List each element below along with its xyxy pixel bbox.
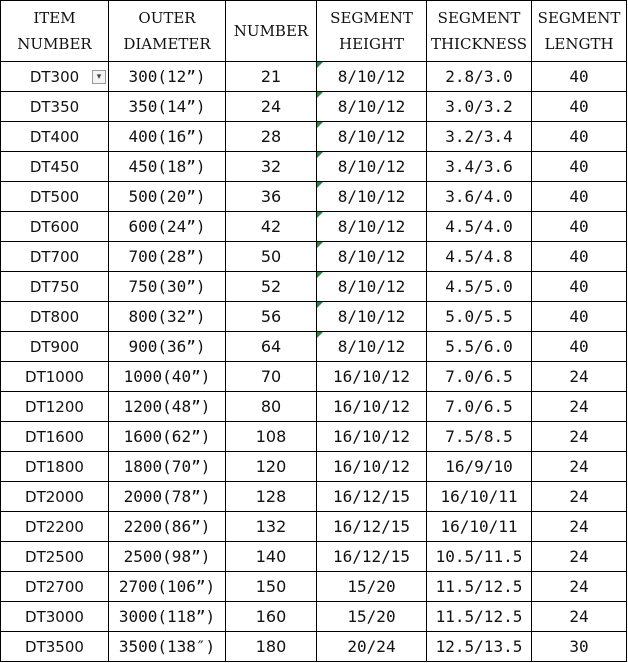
segment-thickness-cell[interactable]	[427, 332, 532, 362]
segment-thickness-cell[interactable]	[427, 302, 532, 332]
segment-height-value: 8/10/12	[337, 67, 406, 86]
item-number-value: DT2500	[25, 547, 84, 566]
segment-length-cell[interactable]	[532, 332, 627, 362]
segment-thickness-cell[interactable]	[427, 62, 532, 92]
item-number-cell[interactable]	[1, 182, 109, 212]
segment-height-value: 8/10/12	[337, 97, 406, 116]
item-number-cell[interactable]	[1, 632, 109, 662]
number-cell[interactable]	[226, 572, 317, 602]
segment-length-cell[interactable]	[532, 62, 627, 92]
header-line: LENGTH	[544, 35, 614, 53]
outer-diameter-cell[interactable]	[109, 332, 226, 362]
item-number-cell[interactable]	[1, 512, 109, 542]
outer-diameter-cell[interactable]	[109, 212, 226, 242]
segment-height-value: 16/10/12	[332, 367, 411, 386]
segment-height-value: 8/10/12	[337, 277, 406, 296]
segment-length-value: 30	[569, 637, 589, 656]
number-cell[interactable]	[226, 242, 317, 272]
outer-diameter-value: 2200(86”)	[123, 517, 211, 536]
segment-thickness-cell[interactable]	[427, 152, 532, 182]
segment-thickness-value: 2.8/3.0	[445, 67, 513, 86]
segment-height-value: 16/12/15	[332, 547, 411, 566]
outer-diameter-cell[interactable]	[109, 62, 226, 92]
segment-thickness-value: 3.6/4.0	[445, 187, 513, 206]
segment-length-value: 24	[569, 457, 589, 476]
segment-height-value: 16/10/12	[332, 457, 411, 476]
table-row	[1, 242, 627, 272]
segment-length-cell[interactable]	[532, 152, 627, 182]
header-segment-thickness[interactable]	[427, 1, 532, 62]
segment-thickness-cell[interactable]	[427, 212, 532, 242]
segment-height-value: 8/10/12	[337, 127, 406, 146]
header-line: SEGMENT	[330, 9, 413, 27]
item-number-cell[interactable]	[1, 242, 109, 272]
segment-length-cell[interactable]	[532, 122, 627, 152]
segment-height-cell[interactable]	[317, 452, 427, 482]
header-outer-diameter[interactable]	[109, 1, 226, 62]
number-value: 80	[260, 397, 282, 416]
segment-thickness-cell[interactable]	[427, 362, 532, 392]
outer-diameter-cell[interactable]	[109, 182, 226, 212]
outer-diameter-value: 350(14”)	[128, 97, 206, 116]
item-number-value: DT3500	[25, 637, 84, 656]
segment-height-cell[interactable]	[317, 152, 427, 182]
segment-thickness-value: 10.5/11.5	[435, 547, 523, 566]
segment-length-cell[interactable]	[532, 272, 627, 302]
outer-diameter-value: 1600(62”)	[123, 427, 211, 446]
segment-height-value: 16/12/15	[332, 487, 411, 506]
number-value: 140	[255, 547, 287, 566]
outer-diameter-value: 700(28”)	[128, 247, 206, 266]
cell-indicator-icon	[317, 272, 323, 278]
outer-diameter-value: 750(30”)	[128, 277, 206, 296]
number-value: 150	[255, 577, 287, 596]
segment-length-cell[interactable]	[532, 602, 627, 632]
header-number[interactable]	[226, 1, 317, 62]
outer-diameter-value: 1000(40”)	[123, 367, 211, 386]
segment-thickness-value: 5.0/5.5	[445, 307, 513, 326]
outer-diameter-value: 600(24”)	[128, 217, 206, 236]
item-number-cell[interactable]	[1, 602, 109, 632]
item-number-value: DT1800	[25, 457, 84, 476]
cell-indicator-icon	[317, 152, 323, 158]
segment-height-cell[interactable]	[317, 482, 427, 512]
item-number-value: DT500	[29, 187, 80, 206]
number-cell[interactable]	[226, 152, 317, 182]
outer-diameter-cell[interactable]	[109, 422, 226, 452]
segment-height-cell[interactable]	[317, 242, 427, 272]
table-row	[1, 392, 627, 422]
segment-height-value: 8/10/12	[337, 157, 406, 176]
cell-indicator-icon	[317, 332, 323, 338]
segment-length-value: 24	[569, 487, 589, 506]
table-row	[1, 272, 627, 302]
number-value: 28	[260, 127, 282, 146]
table-row	[1, 212, 627, 242]
outer-diameter-cell[interactable]	[109, 242, 226, 272]
segment-length-value: 40	[569, 277, 589, 296]
segment-thickness-cell[interactable]	[427, 512, 532, 542]
header-line: DIAMETER	[123, 35, 211, 53]
segment-length-cell[interactable]	[532, 422, 627, 452]
segment-length-cell[interactable]	[532, 212, 627, 242]
segment-height-cell[interactable]	[317, 512, 427, 542]
item-number-cell[interactable]	[1, 152, 109, 182]
outer-diameter-value: 3000(118”)	[118, 607, 216, 626]
segment-length-cell[interactable]	[532, 632, 627, 662]
item-number-value: DT750	[29, 277, 80, 296]
item-number-value: DT1000	[25, 367, 84, 386]
segment-thickness-value: 12.5/13.5	[435, 637, 523, 656]
table-row	[1, 122, 627, 152]
segment-thickness-cell[interactable]	[427, 632, 532, 662]
item-number-cell[interactable]	[1, 362, 109, 392]
item-number-cell[interactable]	[1, 572, 109, 602]
segment-length-cell[interactable]	[532, 452, 627, 482]
segment-thickness-value: 4.5/4.0	[445, 217, 513, 236]
segment-height-cell[interactable]	[317, 422, 427, 452]
number-value: 56	[260, 307, 282, 326]
outer-diameter-value: 2500(98”)	[123, 547, 211, 566]
item-number-value: DT1600	[25, 427, 84, 446]
header-line: OUTER	[138, 9, 196, 27]
segment-length-cell[interactable]	[532, 92, 627, 122]
segment-thickness-cell[interactable]	[427, 422, 532, 452]
outer-diameter-cell[interactable]	[109, 542, 226, 572]
segment-height-cell[interactable]	[317, 572, 427, 602]
item-number-cell[interactable]	[1, 452, 109, 482]
table-row	[1, 422, 627, 452]
segment-thickness-cell[interactable]	[427, 182, 532, 212]
number-cell[interactable]	[226, 302, 317, 332]
segment-thickness-value: 16/10/11	[440, 487, 518, 506]
cell-indicator-icon	[317, 182, 323, 188]
segment-length-cell[interactable]	[532, 512, 627, 542]
outer-diameter-cell[interactable]	[109, 452, 226, 482]
number-value: 160	[255, 607, 287, 626]
number-value: 132	[255, 517, 287, 536]
segment-height-cell[interactable]	[317, 302, 427, 332]
outer-diameter-cell[interactable]	[109, 572, 226, 602]
number-cell[interactable]	[226, 62, 317, 92]
number-cell[interactable]	[226, 602, 317, 632]
table-body	[1, 62, 627, 662]
segment-length-cell[interactable]	[532, 302, 627, 332]
table-row	[1, 92, 627, 122]
segment-thickness-cell[interactable]	[427, 482, 532, 512]
number-cell[interactable]	[226, 182, 317, 212]
number-value: 120	[255, 457, 287, 476]
item-number-value: DT1200	[25, 397, 84, 416]
header-segment-height[interactable]	[317, 1, 427, 62]
outer-diameter-cell[interactable]	[109, 92, 226, 122]
number-cell[interactable]	[226, 482, 317, 512]
segment-height-value: 8/10/12	[337, 247, 406, 266]
segment-height-value: 8/10/12	[337, 217, 406, 236]
segment-height-cell[interactable]	[317, 212, 427, 242]
header-line: NUMBER	[17, 35, 92, 53]
segment-height-value: 8/10/12	[337, 307, 406, 326]
outer-diameter-cell[interactable]	[109, 122, 226, 152]
segment-height-cell[interactable]	[317, 542, 427, 572]
header-line: THICKNESS	[430, 35, 528, 53]
segment-length-value: 24	[569, 367, 589, 386]
segment-thickness-value: 7.0/6.5	[445, 367, 513, 386]
segment-thickness-cell[interactable]	[427, 272, 532, 302]
number-value: 128	[255, 487, 287, 506]
segment-length-cell[interactable]	[532, 182, 627, 212]
segment-height-cell[interactable]	[317, 392, 427, 422]
segment-length-cell[interactable]	[532, 482, 627, 512]
segment-length-value: 40	[569, 337, 589, 356]
item-number-cell[interactable]	[1, 542, 109, 572]
outer-diameter-cell[interactable]	[109, 152, 226, 182]
segment-length-cell[interactable]	[532, 392, 627, 422]
table-row	[1, 632, 627, 662]
number-cell[interactable]	[226, 632, 317, 662]
item-number-value: DT400	[29, 127, 80, 146]
segment-height-cell[interactable]	[317, 272, 427, 302]
segment-thickness-value: 5.5/6.0	[445, 337, 513, 356]
outer-diameter-value: 500(20”)	[128, 187, 206, 206]
outer-diameter-value: 800(32”)	[128, 307, 206, 326]
item-number-cell[interactable]	[1, 122, 109, 152]
outer-diameter-cell[interactable]	[109, 302, 226, 332]
item-number-value: DT900	[29, 337, 80, 356]
header-line: SEGMENT	[437, 9, 521, 27]
segment-thickness-cell[interactable]	[427, 392, 532, 422]
number-value: 21	[260, 67, 282, 86]
table-row	[1, 362, 627, 392]
segment-height-cell[interactable]	[317, 602, 427, 632]
number-cell[interactable]	[226, 542, 317, 572]
header-line: ITEM	[33, 9, 76, 27]
item-number-value: DT450	[29, 157, 80, 176]
outer-diameter-cell[interactable]	[109, 392, 226, 422]
number-cell[interactable]	[226, 362, 317, 392]
table-row	[1, 602, 627, 632]
segment-height-cell[interactable]	[317, 92, 427, 122]
segment-thickness-value: 4.5/5.0	[445, 277, 513, 296]
segment-length-value: 24	[569, 397, 589, 416]
number-cell[interactable]	[226, 452, 317, 482]
segment-height-value: 15/20	[347, 607, 396, 626]
header-segment-length[interactable]	[532, 1, 627, 62]
segment-length-value: 24	[569, 517, 589, 536]
item-number-cell[interactable]	[1, 92, 109, 122]
outer-diameter-value: 2700(106”)	[118, 577, 216, 596]
header-item-number[interactable]	[1, 1, 109, 62]
number-cell[interactable]	[226, 212, 317, 242]
number-value: 42	[260, 217, 282, 236]
segment-length-cell[interactable]	[532, 572, 627, 602]
segment-height-cell[interactable]	[317, 62, 427, 92]
segment-height-value: 16/10/12	[332, 397, 411, 416]
segment-length-value: 40	[569, 67, 589, 86]
number-value: 32	[260, 157, 282, 176]
table-row	[1, 152, 627, 182]
segment-thickness-value: 4.5/4.8	[445, 247, 513, 266]
segment-thickness-value: 7.0/6.5	[445, 397, 513, 416]
number-value: 50	[260, 247, 282, 266]
item-number-cell[interactable]	[1, 422, 109, 452]
table-row	[1, 512, 627, 542]
segment-length-value: 40	[569, 97, 589, 116]
segment-length-value: 40	[569, 307, 589, 326]
outer-diameter-value: 300(12”)	[128, 67, 206, 86]
segment-height-cell[interactable]	[317, 332, 427, 362]
segment-length-cell[interactable]	[532, 242, 627, 272]
number-value: 52	[260, 277, 282, 296]
table-row	[1, 542, 627, 572]
cell-indicator-icon	[317, 122, 323, 128]
outer-diameter-value: 900(36”)	[128, 337, 206, 356]
number-value: 180	[255, 637, 287, 656]
number-value: 64	[260, 337, 282, 356]
segment-length-value: 24	[569, 577, 589, 596]
number-value: 24	[260, 97, 282, 116]
item-number-value: DT2000	[25, 487, 84, 506]
item-number-value: DT800	[29, 307, 80, 326]
table-row	[1, 302, 627, 332]
outer-diameter-value: 1200(48”)	[123, 397, 211, 416]
header-row	[1, 1, 627, 62]
outer-diameter-cell[interactable]	[109, 482, 226, 512]
table-header	[1, 1, 627, 62]
chevron-down-icon[interactable]: ▾	[92, 70, 106, 84]
cell-indicator-icon	[317, 242, 323, 248]
segment-thickness-value: 3.0/3.2	[445, 97, 513, 116]
segment-length-cell[interactable]	[532, 362, 627, 392]
cell-indicator-icon	[317, 62, 323, 68]
segment-height-cell[interactable]	[317, 362, 427, 392]
outer-diameter-cell[interactable]	[109, 362, 226, 392]
segment-length-value: 24	[569, 547, 589, 566]
segment-length-value: 40	[569, 217, 589, 236]
segment-height-cell[interactable]	[317, 122, 427, 152]
number-cell[interactable]	[226, 122, 317, 152]
segment-thickness-value: 16/9/10	[445, 457, 513, 476]
segment-thickness-cell[interactable]	[427, 92, 532, 122]
segment-thickness-cell[interactable]	[427, 452, 532, 482]
item-number-cell[interactable]	[1, 212, 109, 242]
outer-diameter-cell[interactable]	[109, 272, 226, 302]
table-row	[1, 182, 627, 212]
number-value: 108	[255, 427, 287, 446]
number-cell[interactable]	[226, 512, 317, 542]
segment-length-value: 40	[569, 187, 589, 206]
segment-thickness-value: 11.5/12.5	[435, 577, 523, 596]
item-number-value: DT3000	[25, 607, 84, 626]
number-cell[interactable]	[226, 272, 317, 302]
number-cell[interactable]	[226, 92, 317, 122]
item-number-cell[interactable]	[1, 302, 109, 332]
item-number-value: DT700	[29, 247, 80, 266]
segment-height-value: 16/10/12	[332, 427, 411, 446]
segment-length-value: 24	[569, 607, 589, 626]
outer-diameter-cell[interactable]	[109, 512, 226, 542]
item-number-value: DT2700	[25, 577, 84, 596]
number-cell[interactable]	[226, 422, 317, 452]
cell-indicator-icon	[317, 302, 323, 308]
segment-thickness-cell[interactable]	[427, 572, 532, 602]
outer-diameter-value: 400(16”)	[128, 127, 206, 146]
segment-height-value: 8/10/12	[337, 337, 406, 356]
outer-diameter-value: 3500(138″)	[118, 637, 216, 656]
segment-thickness-cell[interactable]	[427, 602, 532, 632]
segment-thickness-cell[interactable]	[427, 122, 532, 152]
outer-diameter-value: 1800(70”)	[123, 457, 211, 476]
segment-height-value: 15/20	[347, 577, 396, 596]
table-row	[1, 572, 627, 602]
segment-length-value: 24	[569, 427, 589, 446]
item-number-cell[interactable]	[1, 332, 109, 362]
table-row	[1, 482, 627, 512]
number-value: 36	[260, 187, 282, 206]
segment-height-cell[interactable]	[317, 632, 427, 662]
segment-thickness-cell[interactable]	[427, 542, 532, 572]
item-number-cell[interactable]	[1, 62, 109, 92]
outer-diameter-cell[interactable]	[109, 632, 226, 662]
segment-length-cell[interactable]	[532, 542, 627, 572]
number-value: 70	[260, 367, 282, 386]
outer-diameter-value: 450(18”)	[128, 157, 206, 176]
item-number-value: DT350	[29, 97, 80, 116]
segment-thickness-value: 7.5/8.5	[445, 427, 513, 446]
segment-thickness-value: 3.4/3.6	[445, 157, 513, 176]
outer-diameter-value: 2000(78”)	[123, 487, 211, 506]
segment-thickness-cell[interactable]	[427, 242, 532, 272]
header-line: SEGMENT	[537, 9, 621, 27]
segment-height-value: 16/12/15	[332, 517, 411, 536]
item-number-value: DT300	[29, 67, 80, 86]
item-number-cell[interactable]	[1, 482, 109, 512]
table-row	[1, 62, 627, 92]
table-row	[1, 332, 627, 362]
item-number-value: DT600	[29, 217, 80, 236]
segment-height-value: 8/10/12	[337, 187, 406, 206]
cell-indicator-icon	[317, 92, 323, 98]
number-cell[interactable]	[226, 332, 317, 362]
item-number-cell[interactable]	[1, 392, 109, 422]
item-number-value: DT2200	[25, 517, 84, 536]
cell-indicator-icon	[317, 212, 323, 218]
item-number-cell[interactable]	[1, 272, 109, 302]
segment-length-value: 40	[569, 247, 589, 266]
header-line: NUMBER	[233, 22, 309, 40]
segment-thickness-value: 3.2/3.4	[445, 127, 513, 146]
segment-length-value: 40	[569, 127, 589, 146]
number-cell[interactable]	[226, 392, 317, 422]
outer-diameter-cell[interactable]	[109, 602, 226, 632]
segment-height-value: 20/24	[347, 637, 396, 656]
table-row	[1, 452, 627, 482]
segment-height-cell[interactable]	[317, 182, 427, 212]
segment-length-value: 40	[569, 157, 589, 176]
segment-thickness-value: 11.5/12.5	[435, 607, 523, 626]
header-line: HEIGHT	[338, 35, 405, 53]
segment-thickness-value: 16/10/11	[440, 517, 518, 536]
